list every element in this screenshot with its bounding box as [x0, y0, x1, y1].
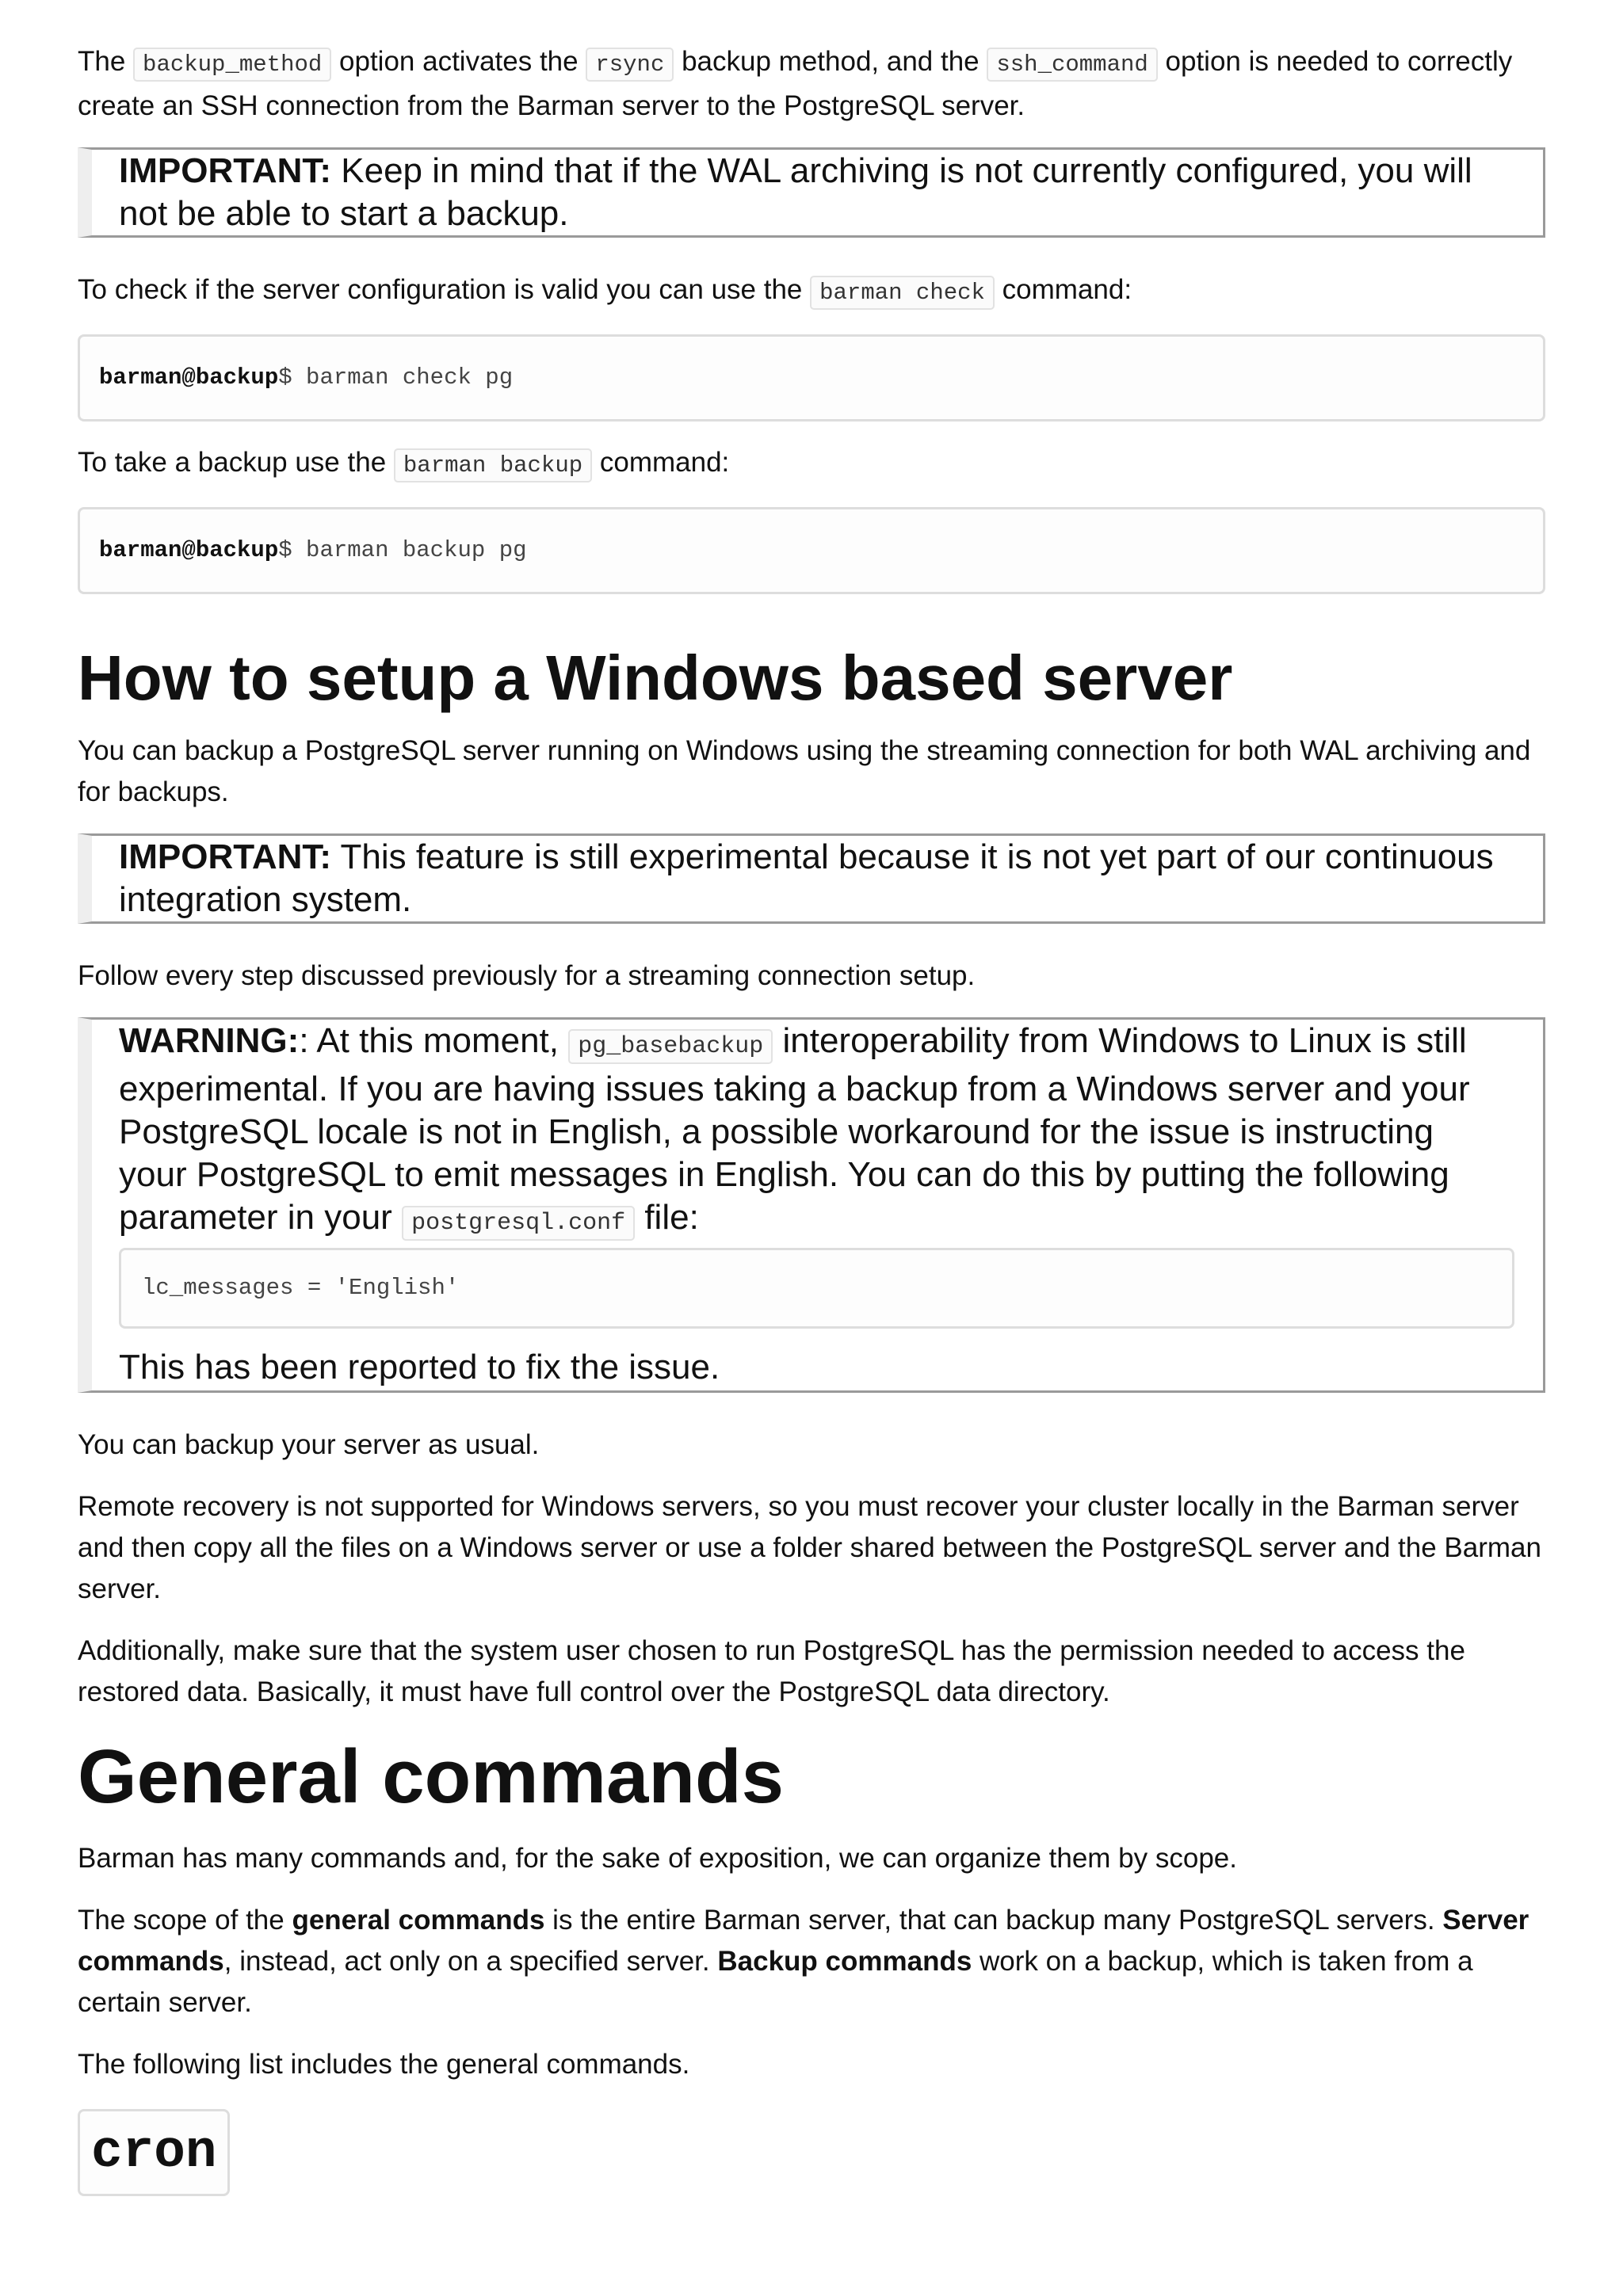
warning-label: WARNING:: [119, 1021, 300, 1060]
backup-paragraph: To take a backup use the barman backup command:: [78, 442, 1545, 486]
backup-method-code: backup_method: [133, 48, 331, 82]
general-intro-paragraph: Barman has many commands and, for the sake of exposition, we can organize them by scope.: [78, 1843, 1237, 1874]
prompt-user: barman@backup: [99, 537, 279, 563]
important-callout-wal: IMPORTANT: Keep in mind that if the WAL archiving is not currently configured, you will not be able to start a backup.: [78, 147, 1545, 238]
barman-check-code: barman check: [810, 276, 995, 310]
warning-callout: WARNING:: At this moment, pg_basebackup interoperability from Windows to Linux is still experimental. If you are having issues taking a backup from a Windows server and your PostgreSQL locale is not in English, a possible workaround for the issue is instructing your PostgreSQL to emit messages in English. You can do this by putting the following parameter in your postgresql.conf file: lc_messages = 'English' This has been reported to fix the issue.: [78, 1017, 1545, 1393]
important-callout-experimental: IMPORTANT: This feature is still experimental because it is not yet part of our continuous integration system.: [78, 833, 1545, 924]
important-label: IMPORTANT:: [119, 837, 332, 876]
prompt-user: barman@backup: [99, 364, 279, 391]
remote-recovery-paragraph: Remote recovery is not supported for Windows servers, so you must recover your cluster locally in the Barman server and then copy all the files on a Windows server or use a folder shared between the PostgreSQL server and the Barman server.: [78, 1491, 1541, 1604]
permissions-paragraph: Additionally, make sure that the system user chosen to run PostgreSQL has the permission needed to access the restored data. Basically, it must have full control over the PostgreSQL data directory.: [78, 1635, 1465, 1707]
lc-messages-code-block: lc_messages = 'English': [119, 1248, 1514, 1329]
server-commands-term: Server commands: [78, 1905, 1529, 1977]
pg-basebackup-code: pg_basebackup: [568, 1029, 773, 1064]
postgresql-conf-code: postgresql.conf: [402, 1206, 635, 1241]
streaming-setup-paragraph: Follow every step discussed previously for a streaming connection setup.: [78, 960, 976, 991]
intro-paragraph: The backup_method option activates the rsync backup method, and the ssh_command option is needed to correctly create an SSH connection from the Barman server to the PostgreSQL server.: [78, 46, 1513, 121]
windows-intro-paragraph: You can backup a PostgreSQL server running on Windows using the streaming connection for both WAL archiving and for backups.: [78, 735, 1531, 807]
cron-command-heading: cron: [78, 2109, 230, 2196]
windows-section-heading: How to setup a Windows based server: [78, 643, 1233, 713]
scope-paragraph: The scope of the general commands is the entire Barman server, that can backup many PostgreSQL servers. Server commands, instead, act only on a specified server. Backup commands work on a backup, which is taken from a certain server.: [78, 1905, 1529, 2018]
ssh-command-code: ssh_command: [987, 48, 1157, 82]
backup-commands-term: Backup commands: [717, 1946, 972, 1977]
check-paragraph: To check if the server configuration is valid you can use the barman check command:: [78, 269, 1545, 314]
barman-backup-code-block: barman@backup$ barman backup pg: [78, 507, 1545, 594]
important-label: IMPORTANT:: [119, 151, 332, 190]
general-list-paragraph: The following list includes the general commands.: [78, 2049, 690, 2080]
barman-backup-code: barman backup: [394, 448, 592, 482]
barman-check-code-block: barman@backup$ barman check pg: [78, 334, 1545, 421]
general-commands-term: general commands: [292, 1905, 545, 1936]
backup-as-usual-paragraph: You can backup your server as usual.: [78, 1429, 540, 1460]
general-commands-heading: General commands: [78, 1734, 784, 1819]
rsync-code: rsync: [586, 48, 674, 82]
